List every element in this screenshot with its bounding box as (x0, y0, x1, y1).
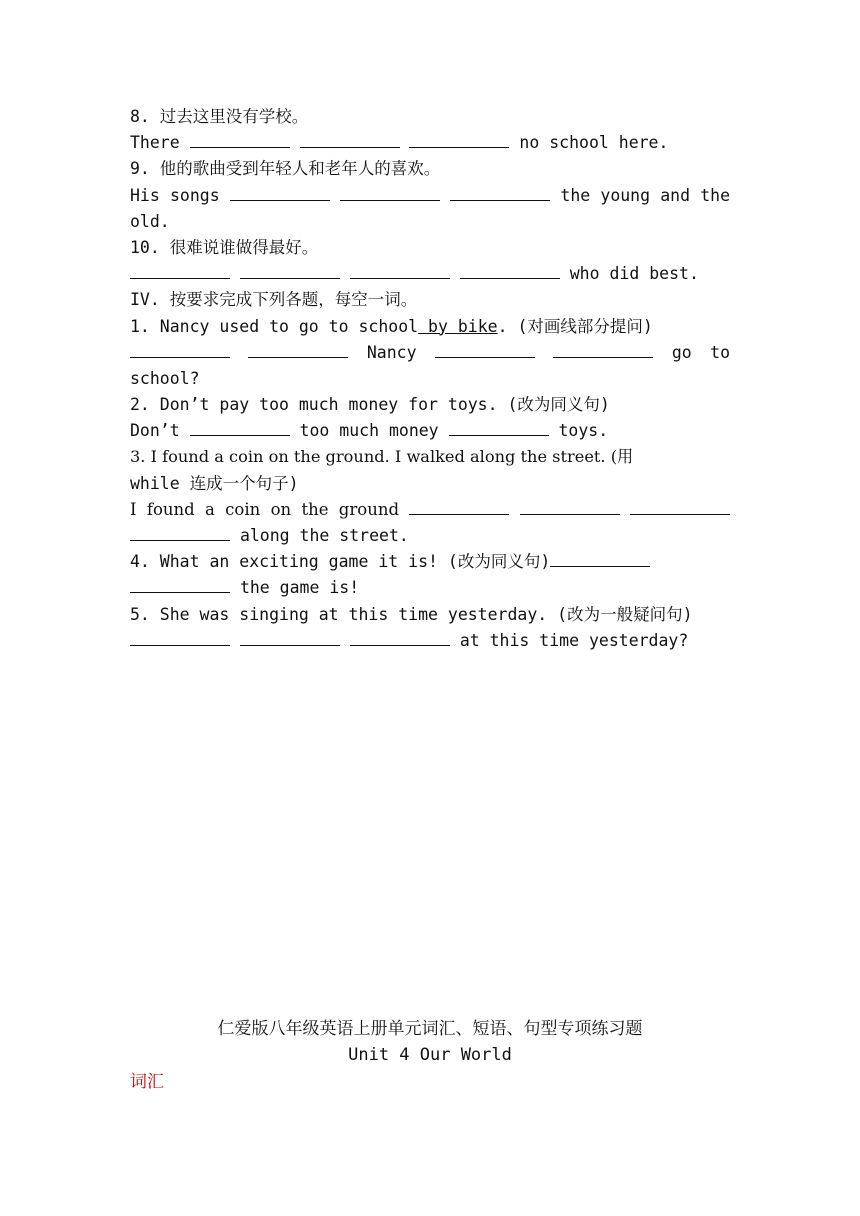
s3-sentence: 3. I found a coin on the ground. I walked along the street. (用 (130, 447, 634, 467)
s3-answer (130, 497, 730, 523)
s4-text: 4. What an exciting game it is! (改为同义句) (130, 552, 551, 572)
blank[interactable] (550, 552, 650, 567)
s1-answer-end: go to (671, 342, 730, 362)
s4-answer-end: the game is! (239, 578, 360, 598)
s1-answer (130, 340, 730, 366)
s3-answer-cont (130, 523, 730, 549)
s5-answer-end: at this time yesterday? (459, 630, 689, 650)
q10-sentence (130, 261, 730, 287)
section-4-heading: IV. 按要求完成下列各题，每空一词。 (130, 290, 418, 310)
vocabulary-section-label: 词汇 (130, 1072, 164, 1092)
blank[interactable] (409, 500, 509, 515)
blank[interactable] (130, 526, 230, 541)
blank[interactable] (553, 343, 653, 358)
q10-prompt: 10. 很难说谁做得最好。 (130, 237, 319, 257)
blank[interactable] (240, 631, 340, 646)
blank[interactable] (350, 264, 450, 279)
s5-answer (130, 628, 730, 654)
blank[interactable] (520, 500, 620, 515)
q9-prompt: 9. 他的歌曲受到年轻人和老年人的喜欢。 (130, 159, 441, 179)
s1-sentence (130, 314, 730, 340)
blank[interactable] (240, 264, 340, 279)
blank[interactable] (630, 500, 730, 515)
q9-sentence (130, 183, 730, 209)
blank[interactable] (409, 133, 509, 148)
q9-text-start: His songs (130, 185, 220, 205)
s1-instruction: . (对画线部分提问) (497, 316, 653, 336)
blank[interactable] (340, 186, 440, 201)
s2-answer (130, 418, 730, 444)
blank[interactable] (450, 186, 550, 201)
s4-answer (130, 575, 730, 601)
q8-prompt: 8. 过去这里没有学校。 (130, 107, 309, 126)
blank[interactable] (248, 343, 348, 358)
q8-sentence (130, 130, 730, 156)
blank[interactable] (130, 264, 230, 279)
s2-answer-start: Don’t (130, 421, 180, 441)
s3-sentence-cont: while 连成一个句子) (130, 473, 299, 493)
s1-answer-mid: Nancy (366, 342, 417, 362)
s1-answer-cont: school? (130, 368, 200, 388)
blank[interactable] (350, 631, 450, 646)
exercise-content (130, 104, 730, 654)
blank[interactable] (130, 343, 230, 358)
s2-answer-end: toys. (558, 421, 609, 441)
q8-text-start: There (130, 133, 180, 153)
blank[interactable] (190, 133, 290, 148)
unit-title: Unit 4 Our World (348, 1045, 512, 1065)
s3-answer-end: along the street. (239, 526, 409, 545)
q9-text-end: the young and the (560, 185, 730, 205)
q9-sentence-cont: old. (130, 211, 170, 231)
blank[interactable] (230, 186, 330, 201)
blank[interactable] (130, 631, 230, 646)
blank[interactable] (460, 264, 560, 279)
blank[interactable] (435, 343, 535, 358)
q10-text-end: who did best. (569, 264, 699, 284)
s1-text: 1. Nancy used to go to school (130, 316, 419, 336)
blank[interactable] (130, 578, 230, 593)
s2-answer-mid: too much money (299, 421, 439, 441)
blank[interactable] (300, 133, 400, 148)
blank[interactable] (190, 421, 290, 436)
s1-underlined-part: by bike (418, 316, 498, 336)
s4-sentence (130, 549, 730, 575)
s3-answer-start: I found a coin on the ground (130, 499, 400, 519)
blank[interactable] (449, 421, 549, 436)
s2-sentence: 2. Don’t pay too much money for toys. (改为同义句) (130, 395, 610, 415)
document-title: 仁爱版八年级英语上册单元词汇、短语、句型专项练习题 (217, 1019, 643, 1039)
q8-text-end: no school here. (519, 133, 669, 153)
s5-sentence: 5. She was singing at this time yesterday. (改为一般疑问句) (130, 604, 693, 624)
